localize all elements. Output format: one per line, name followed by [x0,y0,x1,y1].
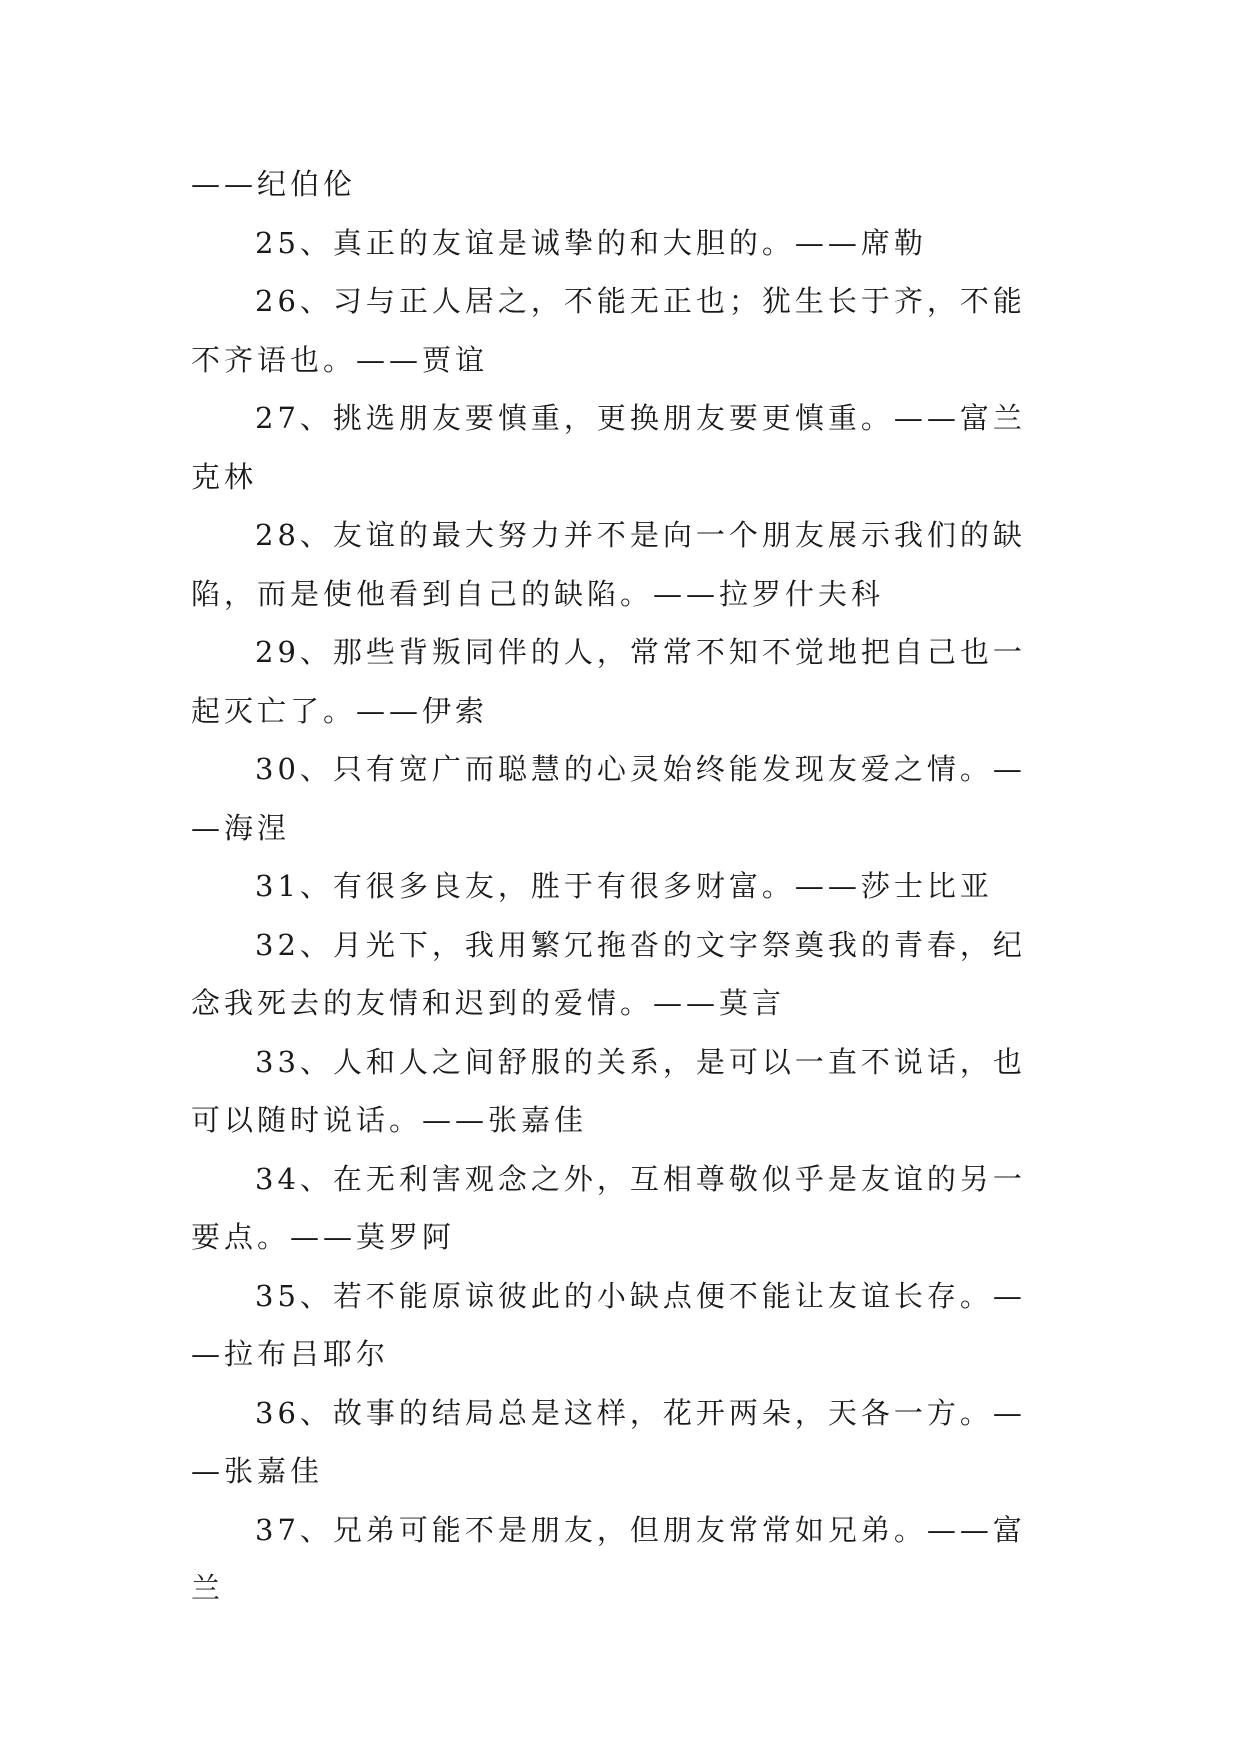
paragraph-quote-26: 26、习与正人居之，不能无正也；犹生长于齐，不能不齐语也。——贾谊 [191,284,1026,377]
paragraph-quote-33: 33、人和人之间舒服的关系，是可以一直不说话，也可以随时说话。——张嘉佳 [191,1044,1026,1137]
paragraph-quote-27: 27、挑选朋友要慎重，更换朋友要更慎重。——富兰克林 [191,401,1026,494]
paragraph-attribution-gibran: ——纪伯伦 [191,167,357,201]
paragraph-quote-37: 37、兄弟可能不是朋友，但朋友常常如兄弟。——富兰 [191,1512,1026,1605]
paragraph-quote-30: 30、只有宽广而聪慧的心灵始终能发现友爱之情。——海涅 [191,752,1026,845]
paragraph-quote-31: 31、有很多良友，胜于有很多财富。——莎士比亚 [255,869,993,903]
paragraph-quote-34: 34、在无利害观念之外，互相尊敬似乎是友谊的另一要点。——莫罗阿 [191,1161,1026,1254]
paragraph-quote-35: 35、若不能原谅彼此的小缺点便不能让友谊长存。——拉布吕耶尔 [191,1278,1026,1371]
paragraph-quote-25: 25、真正的友谊是诚挚的和大胆的。——席勒 [255,225,927,260]
paragraph-quote-36: 36、故事的结局总是这样，花开两朵，天各一方。——张嘉佳 [191,1395,1026,1488]
paragraph-quote-29: 29、那些背叛同伴的人，常常不知不觉地把自己也一起灭亡了。——伊索 [191,635,1026,728]
paragraph-quote-32: 32、月光下，我用繁冗拖沓的文字祭奠我的青春，纪念我死去的友情和迟到的爱情。——莫言 [191,927,1026,1020]
paragraph-quote-28: 28、友谊的最大努力并不是向一个朋友展示我们的缺陷，而是使他看到自己的缺陷。——拉罗什夫科 [191,518,1026,611]
document-body [191,155,1053,1618]
